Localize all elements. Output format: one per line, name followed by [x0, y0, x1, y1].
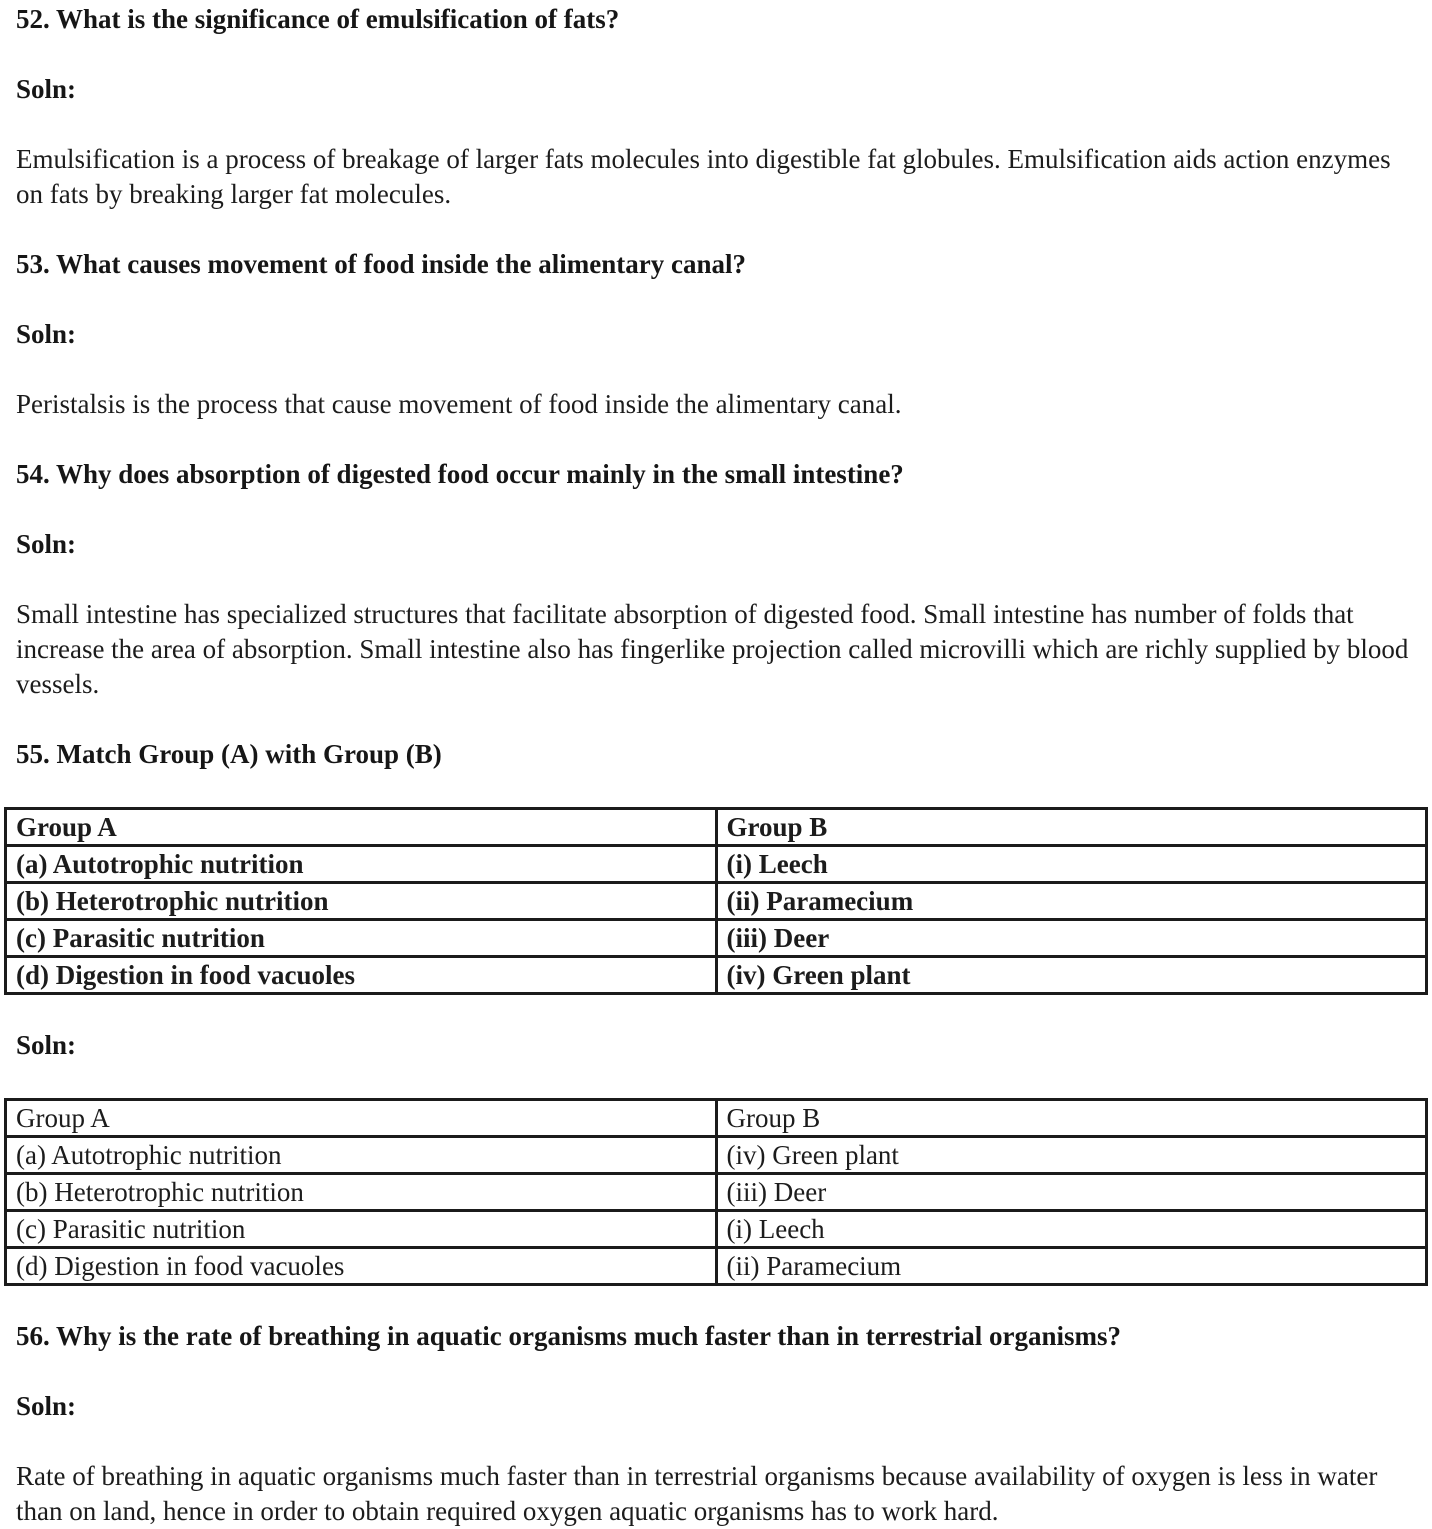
table-header-cell-group-b: Group B: [716, 809, 1427, 846]
question-54-soln-label: Soln:: [16, 529, 77, 559]
question-53-answer: Peristalsis is the process that cause movement of food inside the alimentary canal.: [16, 389, 902, 419]
question-53-title: 53. What causes movement of food inside the alimentary canal?: [16, 249, 746, 279]
table-row: [6, 1137, 1427, 1174]
table-row: [6, 846, 1427, 883]
question-55-title: 55. Match Group (A) with Group (B): [16, 739, 442, 769]
table-row: [6, 1211, 1427, 1248]
table-cell: (iv) Green plant: [716, 957, 1427, 994]
table-header-cell-group-a: Group A: [6, 809, 717, 846]
table-cell: (ii) Paramecium: [716, 883, 1427, 920]
table-row: [6, 920, 1427, 957]
table-cell: (i) Leech: [716, 1211, 1427, 1248]
table-cell: (ii) Paramecium: [716, 1248, 1427, 1285]
table-cell: (d) Digestion in food vacuoles: [6, 1248, 717, 1285]
table-cell: (iii) Deer: [716, 920, 1427, 957]
question-55-match-table: [4, 807, 1428, 995]
question-52-title: 52. What is the significance of emulsification of fats?: [16, 4, 620, 34]
table-row: [6, 957, 1427, 994]
table-cell: (b) Heterotrophic nutrition: [6, 883, 717, 920]
question-54-title: 54. Why does absorption of digested food occur mainly in the small intestine?: [16, 459, 904, 489]
table-header-row: [6, 1100, 1427, 1137]
table-cell: (iii) Deer: [716, 1174, 1427, 1211]
question-54-answer: Small intestine has specialized structures that facilitate absorption of digested food. Small intestine has number of folds that increase the area of absorption. Small intestine also has fingerlike projection called microvilli which are richly supplied by blood vessels.: [16, 599, 1409, 699]
table-cell: (c) Parasitic nutrition: [6, 920, 717, 957]
table-header-row: [6, 809, 1427, 846]
table-cell: (i) Leech: [716, 846, 1427, 883]
table-header-cell-group-b: Group B: [716, 1100, 1427, 1137]
question-55-answer-table: [4, 1098, 1428, 1286]
table-cell: (c) Parasitic nutrition: [6, 1211, 717, 1248]
question-55-soln-label: Soln:: [16, 1030, 77, 1060]
question-56-soln-label: Soln:: [16, 1391, 77, 1421]
table-row: [6, 1174, 1427, 1211]
table-cell: (a) Autotrophic nutrition: [6, 846, 717, 883]
table-cell: (b) Heterotrophic nutrition: [6, 1174, 717, 1211]
question-56-answer: Rate of breathing in aquatic organisms much faster than in terrestrial organisms because availability of oxygen is less in water than on land, hence in order to obtain required oxygen aquatic organisms has to work hard.: [16, 1461, 1378, 1526]
question-52-answer: Emulsification is a process of breakage of larger fats molecules into digestible fat globules. Emulsification aids action enzymes on fats by breaking larger fat molecules.: [16, 144, 1391, 209]
table-cell: (a) Autotrophic nutrition: [6, 1137, 717, 1174]
table-row: [6, 883, 1427, 920]
question-52-soln-label: Soln:: [16, 74, 77, 104]
table-row: [6, 1248, 1427, 1285]
table-cell: (iv) Green plant: [716, 1137, 1427, 1174]
table-header-cell-group-a: Group A: [6, 1100, 717, 1137]
table-cell: (d) Digestion in food vacuoles: [6, 957, 717, 994]
question-56-title: 56. Why is the rate of breathing in aquatic organisms much faster than in terrestrial organisms?: [16, 1321, 1121, 1351]
question-53-soln-label: Soln:: [16, 319, 77, 349]
